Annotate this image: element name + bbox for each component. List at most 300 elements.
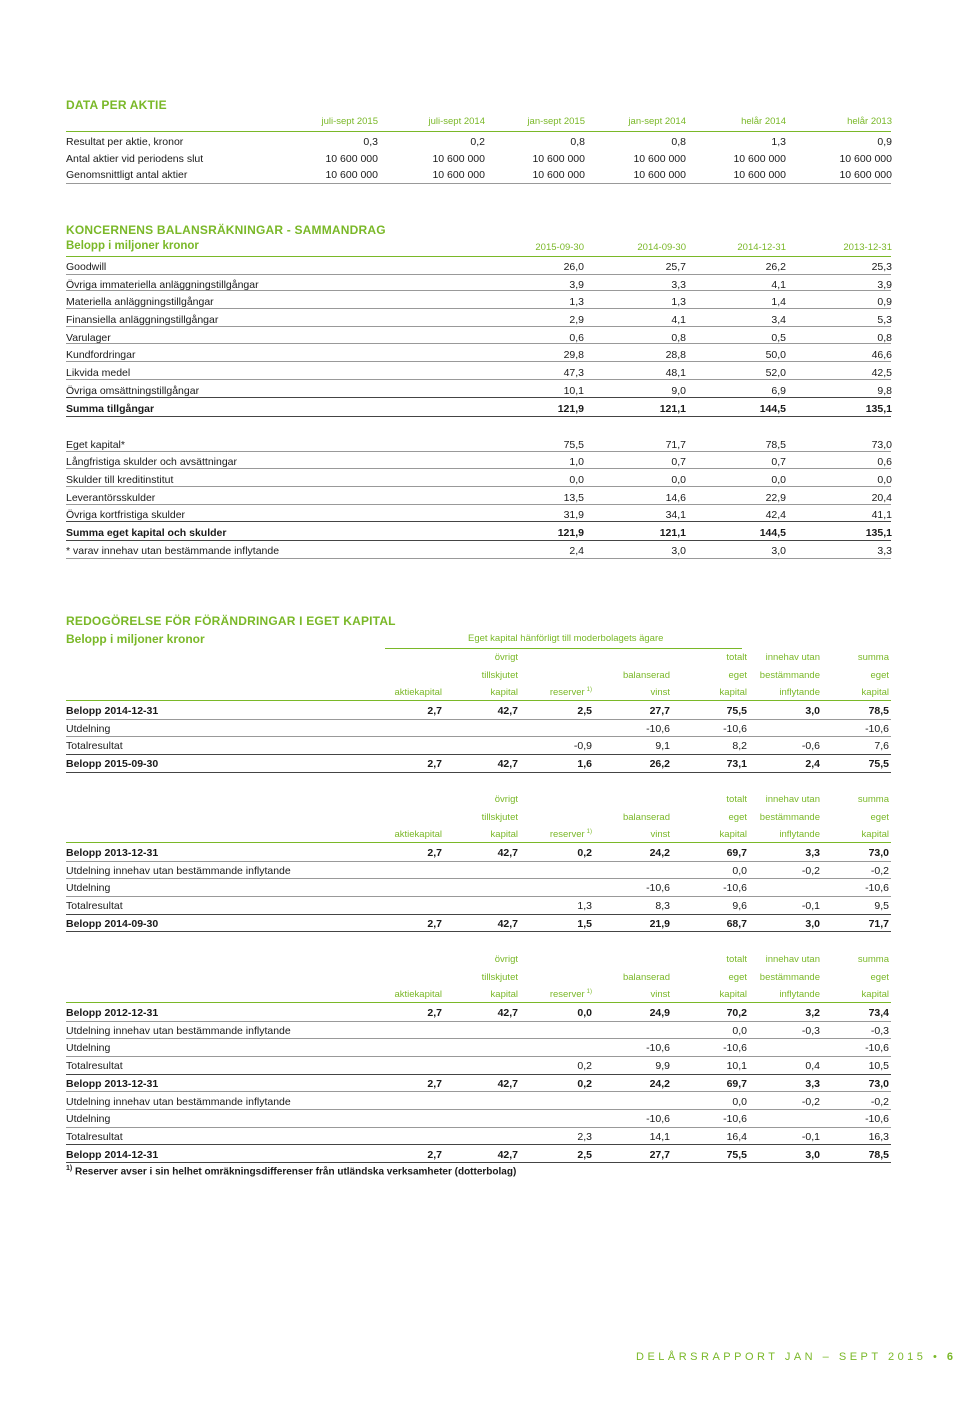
- equity-col-header: reserver $^{1)}$: [549, 989, 592, 1001]
- row-label: Resultat per aktie, kronor: [66, 136, 184, 148]
- footnote-marker: 1): [586, 829, 592, 835]
- per-share-header-rule: [66, 131, 891, 132]
- row-rule: [66, 343, 891, 344]
- table-cell: 42,7: [497, 705, 518, 717]
- table-cell: 48,1: [665, 367, 686, 379]
- table-cell: 14,1: [649, 1130, 670, 1143]
- equity-col-header: innehav utan: [765, 652, 820, 663]
- table-cell: 26,0: [563, 261, 584, 273]
- per-share-col-header: juli-sept 2015: [321, 116, 378, 127]
- equity-col-header: vinst: [650, 829, 670, 840]
- table-row: [66, 862, 892, 880]
- equity-col-header: balanserad: [622, 811, 670, 823]
- equity-col-header: summa: [857, 652, 889, 663]
- row-label: Kundfordringar: [66, 349, 136, 361]
- table-cell: 0,8: [671, 136, 686, 148]
- table-cell: 3,0: [771, 545, 786, 557]
- table-cell: -10,6: [646, 1113, 670, 1126]
- table-cell: 0,8: [671, 332, 686, 344]
- equity-col-header: tillskjutet: [481, 971, 518, 983]
- row-label: Belopp 2014-12-31: [66, 1148, 159, 1161]
- table-cell: 0,7: [771, 456, 786, 468]
- table-cell: 75,5: [726, 705, 747, 717]
- table-cell: 3,9: [877, 279, 892, 291]
- per-share-col-header: juli-sept 2014: [428, 116, 485, 127]
- table-cell: 3,3: [877, 545, 892, 557]
- table-cell: 10 600 000: [432, 152, 485, 165]
- balance-col-header: 2014-09-30: [637, 242, 686, 253]
- equity-col-header: tillskjutet: [481, 669, 518, 681]
- row-label: Summa eget kapital och skulder: [66, 527, 227, 539]
- table-cell: -0,9: [573, 740, 592, 753]
- table-row: [66, 1146, 892, 1164]
- table-cell: 3,3: [805, 847, 820, 859]
- row-label: Finansiella anläggningstillgångar: [66, 314, 219, 326]
- row-label: Skulder till kreditinstitut: [66, 474, 174, 486]
- equity-subtitle: Belopp i miljoner kronor: [66, 632, 205, 646]
- balance-col-header: 2015-09-30: [535, 242, 584, 253]
- equity-col-header: kapital: [719, 687, 747, 698]
- table-row: [66, 915, 892, 933]
- table-cell: 10 600 000: [839, 152, 892, 165]
- row-label: Utdelning: [66, 882, 111, 895]
- table-cell: 3,0: [805, 1148, 820, 1161]
- row-label: Övriga immateriella anläggningstillgångar: [66, 279, 259, 291]
- footnote-marker: 1): [586, 687, 592, 693]
- table-cell: 10,1: [563, 385, 584, 397]
- per-share-col-header: helår 2014: [741, 116, 786, 127]
- equity-col-header: inflytande: [779, 989, 820, 1000]
- table-cell: 3,3: [671, 279, 686, 291]
- table-cell: 69,7: [726, 847, 747, 859]
- table-cell: 0,8: [570, 136, 585, 148]
- table-cell: 9,9: [655, 1060, 670, 1073]
- table-cell: 0,6: [877, 456, 892, 468]
- table-cell: -10,6: [865, 722, 889, 735]
- table-cell: -10,6: [646, 1042, 670, 1055]
- table-row: [66, 897, 892, 915]
- table-cell: 71,7: [665, 439, 686, 451]
- table-cell: 10,1: [726, 1060, 747, 1073]
- table-cell: -10,6: [723, 882, 747, 895]
- table-cell: -0,1: [801, 900, 820, 913]
- table-cell: 0,3: [363, 136, 378, 148]
- table-cell: 9,0: [671, 385, 686, 397]
- equity-col-header: bestämmande: [759, 669, 820, 681]
- equity-col-header: kapital: [719, 989, 747, 1000]
- table-row: [66, 879, 892, 897]
- footnote: [66, 1165, 516, 1177]
- footer-bullet: •: [932, 1351, 941, 1363]
- table-cell: 8,2: [732, 740, 747, 753]
- table-row: [66, 1128, 892, 1146]
- per-share-col-header: jan-sept 2014: [628, 116, 686, 127]
- footer-text: DELÅRSRAPPORT JAN – SEPT 2015: [636, 1351, 927, 1363]
- table-cell: 0,8: [877, 332, 892, 344]
- table-cell: 1,5: [577, 917, 592, 930]
- table-cell: 10 600 000: [325, 169, 378, 181]
- table-cell: 2,7: [427, 1007, 442, 1019]
- table-cell: 78,5: [868, 1148, 889, 1161]
- table-cell: 135,1: [865, 527, 892, 539]
- table-cell: 50,0: [765, 349, 786, 361]
- table-cell: 2,7: [427, 847, 442, 859]
- table-cell: 9,1: [655, 740, 670, 753]
- table-cell: 2,4: [805, 758, 820, 771]
- row-label: Eget kapital*: [66, 439, 125, 451]
- table-cell: -0,1: [801, 1130, 820, 1143]
- row-label: Genomsnittligt antal aktier: [66, 169, 188, 181]
- balance-subtitle: Belopp i miljoner kronor: [66, 240, 199, 252]
- table-cell: 0,0: [877, 474, 892, 486]
- table-cell: 8,3: [655, 900, 670, 913]
- table-cell: 1,6: [577, 758, 592, 771]
- table-cell: 27,7: [649, 705, 670, 717]
- table-cell: -10,6: [723, 722, 747, 735]
- table-cell: 2,7: [427, 705, 442, 717]
- table-cell: 0,0: [771, 474, 786, 486]
- equity-col-header: eget: [728, 811, 747, 823]
- row-rule: [66, 416, 891, 417]
- footnote-text: Reserver avser i sin helhet omräkningsdifferenser från utländska verksamheter (dotterbolag): [75, 1166, 517, 1178]
- balance-header-rule: [66, 256, 891, 257]
- row-label: Belopp 2012-12-31: [66, 1007, 159, 1019]
- equity-col-header: eget: [870, 669, 889, 681]
- row-label: Totalresultat: [66, 1130, 123, 1143]
- table-cell: 3,2: [805, 1007, 820, 1019]
- table-cell: 0,2: [577, 1077, 592, 1090]
- equity-col-header: vinst: [650, 687, 670, 698]
- table-cell: 68,7: [726, 917, 747, 930]
- balance-col-header: 2014-12-31: [737, 242, 786, 253]
- table-cell: 2,7: [427, 758, 442, 771]
- table-cell: 2,4: [569, 545, 584, 557]
- row-label: Totalresultat: [66, 740, 123, 753]
- table-cell: 75,5: [868, 758, 889, 771]
- equity-col-header: balanserad: [622, 971, 670, 983]
- table-cell: 7,6: [874, 740, 889, 753]
- table-cell: 2,7: [427, 917, 442, 930]
- table-cell: 42,7: [497, 847, 518, 859]
- equity-col-header: kapital: [490, 989, 518, 1000]
- equity-col-header: kapital: [490, 687, 518, 698]
- table-cell: 0,0: [671, 474, 686, 486]
- table-cell: -0,2: [801, 1095, 820, 1108]
- equity-col-header: vinst: [650, 989, 670, 1000]
- table-cell: 0,0: [732, 1095, 747, 1108]
- row-rule: [66, 540, 891, 541]
- row-label: Utdelning: [66, 1113, 111, 1126]
- row-label: Utdelning innehav utan bestämmande inflytande: [66, 1024, 291, 1037]
- table-cell: 2,9: [569, 314, 584, 326]
- table-cell: -0,2: [801, 864, 820, 877]
- table-cell: 9,5: [874, 900, 889, 913]
- table-row: [66, 737, 892, 755]
- table-cell: 1,3: [671, 296, 686, 308]
- table-cell: 0,5: [771, 332, 786, 344]
- table-cell: 24,9: [649, 1007, 670, 1019]
- table-cell: 2,7: [427, 1077, 442, 1090]
- equity-col-header: totalt: [726, 794, 747, 805]
- table-cell: 121,9: [557, 403, 584, 415]
- row-label: Övriga kortfristiga skulder: [66, 509, 186, 521]
- equity-col-header: aktiekapital: [394, 687, 442, 698]
- table-cell: -0,3: [801, 1024, 820, 1037]
- table-cell: 69,7: [726, 1077, 747, 1090]
- table-cell: 1,3: [577, 900, 592, 913]
- table-cell: 0,0: [732, 1024, 747, 1037]
- table-row: [66, 1093, 892, 1111]
- footnote-marker: 1): [66, 1165, 73, 1172]
- table-cell: -10,6: [646, 882, 670, 895]
- table-row: [66, 1022, 892, 1040]
- row-rule: [66, 290, 891, 291]
- equity-col-header: eget: [870, 971, 889, 983]
- table-cell: -0,2: [870, 864, 889, 877]
- row-label: Utdelning innehav utan bestämmande inflytande: [66, 864, 291, 877]
- table-cell: 78,5: [868, 705, 889, 717]
- table-cell: 0,2: [577, 1060, 592, 1073]
- per-share-col-header: helår 2013: [847, 116, 892, 127]
- table-cell: 9,6: [732, 900, 747, 913]
- row-label: * varav innehav utan bestämmande inflytande: [66, 545, 280, 557]
- equity-col-header: kapital: [861, 829, 889, 840]
- table-cell: 13,5: [563, 492, 584, 504]
- table-cell: 75,5: [563, 439, 584, 451]
- equity-col-header: reserver $^{1)}$: [549, 829, 592, 841]
- table-cell: 70,2: [726, 1007, 747, 1019]
- row-rule: [66, 521, 891, 522]
- table-row: [66, 329, 892, 347]
- row-label: Belopp 2015-09-30: [66, 758, 159, 771]
- table-cell: 135,1: [865, 403, 892, 415]
- equity-col-header: aktiekapital: [394, 829, 442, 840]
- table-cell: 121,9: [557, 527, 584, 539]
- table-cell: 42,7: [497, 1148, 518, 1161]
- table-cell: 4,1: [771, 279, 786, 291]
- equity-col-header: övrigt: [494, 652, 518, 663]
- equity-col-header: bestämmande: [759, 811, 820, 823]
- table-cell: 0,0: [732, 864, 747, 877]
- table-cell: -0,6: [801, 740, 820, 753]
- table-cell: 52,0: [765, 367, 786, 379]
- balance-title: KONCERNENS BALANSRÄKNINGAR - SAMMANDRAG: [66, 223, 386, 237]
- table-cell: 4,1: [671, 314, 686, 326]
- table-cell: 2,5: [577, 705, 592, 717]
- row-rule: [66, 451, 891, 452]
- table-cell: 3,0: [805, 917, 820, 930]
- equity-col-header: inflytande: [779, 829, 820, 840]
- table-cell: 3,4: [771, 314, 786, 326]
- table-cell: -10,6: [865, 882, 889, 895]
- table-row: [66, 1075, 892, 1093]
- table-cell: 3,3: [805, 1077, 820, 1090]
- table-cell: 10 600 000: [432, 169, 485, 181]
- table-cell: 3,0: [671, 545, 686, 557]
- row-label: Belopp 2014-09-30: [66, 917, 159, 930]
- equity-col-header: kapital: [490, 829, 518, 840]
- table-cell: 21,9: [649, 917, 670, 930]
- table-cell: 28,8: [665, 349, 686, 361]
- balance-col-header: 2013-12-31: [843, 242, 892, 253]
- equity-col-header: kapital: [719, 829, 747, 840]
- table-row: [66, 1110, 892, 1128]
- row-rule: [66, 1162, 891, 1163]
- table-cell: 2,5: [577, 1148, 592, 1161]
- per-share-title: DATA PER AKTIE: [66, 98, 167, 112]
- per-share-col-header: jan-sept 2015: [527, 116, 585, 127]
- equity-header-rule: [66, 842, 891, 843]
- table-cell: 73,0: [868, 1077, 889, 1090]
- table-cell: 14,6: [665, 492, 686, 504]
- row-rule: [66, 326, 891, 327]
- table-cell: 3,9: [569, 279, 584, 291]
- table-cell: 78,5: [765, 439, 786, 451]
- row-rule: [66, 308, 891, 309]
- table-cell: 73,1: [726, 758, 747, 771]
- row-rule: [66, 558, 891, 559]
- equity-col-header: eget: [870, 811, 889, 823]
- table-cell: 16,3: [868, 1130, 889, 1143]
- row-label: Långfristiga skulder och avsättningar: [66, 456, 238, 468]
- equity-col-header: reserver $^{1)}$: [549, 687, 592, 699]
- equity-col-header: inflytande: [779, 687, 820, 698]
- row-rule: [66, 361, 891, 362]
- table-row: [66, 844, 892, 862]
- table-cell: -10,6: [646, 722, 670, 735]
- table-row: [66, 755, 892, 773]
- row-rule: [66, 379, 891, 380]
- row-label: Totalresultat: [66, 1060, 123, 1073]
- table-cell: 71,7: [868, 917, 889, 930]
- per-share-bottom-rule: [66, 183, 891, 184]
- equity-col-header: kapital: [861, 687, 889, 698]
- table-row: [66, 150, 892, 168]
- row-rule: [66, 397, 891, 398]
- table-cell: 0,0: [577, 1007, 592, 1019]
- table-cell: -0,2: [870, 1095, 889, 1108]
- table-cell: 24,2: [649, 847, 670, 859]
- table-cell: 75,5: [726, 1148, 747, 1161]
- table-cell: 0,0: [569, 474, 584, 486]
- row-label: Likvida medel: [66, 367, 131, 379]
- table-cell: 41,1: [871, 509, 892, 521]
- row-label: Materiella anläggningstillgångar: [66, 296, 214, 308]
- table-cell: 1,0: [569, 456, 584, 468]
- table-cell: -10,6: [865, 1042, 889, 1055]
- table-row: [66, 166, 892, 184]
- table-cell: 42,7: [497, 1077, 518, 1090]
- table-cell: 20,4: [871, 492, 892, 504]
- table-cell: 0,4: [805, 1060, 820, 1073]
- row-rule: [66, 504, 891, 505]
- page-footer: [636, 1351, 953, 1363]
- table-cell: 34,1: [665, 509, 686, 521]
- row-rule: [66, 468, 891, 469]
- table-cell: 24,2: [649, 1077, 670, 1090]
- row-label: Övriga omsättningstillgångar: [66, 385, 200, 397]
- table-cell: 0,6: [569, 332, 584, 344]
- table-cell: 0,9: [877, 296, 892, 308]
- equity-col-header: övrigt: [494, 954, 518, 965]
- table-cell: 26,2: [649, 758, 670, 771]
- row-label: Antal aktier vid periodens slut: [66, 152, 204, 165]
- table-cell: 26,2: [765, 261, 786, 273]
- table-cell: 73,0: [868, 847, 889, 859]
- table-cell: 0,9: [877, 136, 892, 148]
- equity-group-header: Eget kapital hänförligt till moderbolagets ägare: [468, 633, 664, 644]
- table-cell: 42,7: [497, 917, 518, 930]
- table-cell: 10 600 000: [733, 152, 786, 165]
- table-row: [66, 276, 892, 294]
- table-cell: 10 600 000: [532, 169, 585, 181]
- table-cell: 121,1: [659, 527, 686, 539]
- equity-col-header: övrigt: [494, 794, 518, 805]
- table-cell: 25,7: [665, 261, 686, 273]
- table-cell: 25,3: [871, 261, 892, 273]
- equity-col-header: totalt: [726, 954, 747, 965]
- table-cell: 5,3: [877, 314, 892, 326]
- equity-title: REDOGÖRELSE FÖR FÖRÄNDRINGAR I EGET KAPITAL: [66, 614, 396, 628]
- table-row: [66, 1039, 892, 1057]
- row-label: Belopp 2014-12-31: [66, 705, 159, 717]
- row-label: Leverantörsskulder: [66, 492, 156, 504]
- table-cell: 2,3: [577, 1130, 592, 1143]
- equity-col-header: innehav utan: [765, 954, 820, 965]
- row-rule: [66, 486, 891, 487]
- equity-col-header: totalt: [726, 652, 747, 663]
- row-rule: [66, 772, 891, 773]
- table-cell: 2,7: [427, 1148, 442, 1161]
- table-cell: 10 600 000: [733, 169, 786, 181]
- table-cell: 10,5: [868, 1060, 889, 1073]
- table-cell: 10 600 000: [532, 152, 585, 165]
- row-label: Totalresultat: [66, 900, 123, 913]
- table-cell: 144,5: [759, 403, 786, 415]
- table-cell: -10,6: [865, 1113, 889, 1126]
- row-label: Goodwill: [66, 261, 107, 273]
- table-cell: 22,9: [765, 492, 786, 504]
- table-cell: 10 600 000: [633, 152, 686, 165]
- table-cell: 1,4: [771, 296, 786, 308]
- table-cell: 9,8: [877, 385, 892, 397]
- table-cell: 10 600 000: [839, 169, 892, 181]
- table-cell: 42,5: [871, 367, 892, 379]
- equity-col-header: eget: [728, 669, 747, 681]
- row-label: Utdelning: [66, 1042, 111, 1055]
- table-cell: 42,4: [765, 509, 786, 521]
- table-cell: 27,7: [649, 1148, 670, 1161]
- table-cell: 0,2: [577, 847, 592, 859]
- table-cell: 73,4: [868, 1007, 889, 1019]
- equity-col-header: summa: [857, 794, 889, 805]
- table-cell: -10,6: [723, 1113, 747, 1126]
- table-cell: 0,2: [470, 136, 485, 148]
- table-row: [66, 1004, 892, 1022]
- table-cell: 6,9: [771, 385, 786, 397]
- table-cell: 10 600 000: [325, 152, 378, 165]
- row-label: Utdelning: [66, 722, 111, 735]
- row-rule: [66, 931, 891, 932]
- row-label: Varulager: [66, 332, 111, 344]
- table-cell: 31,9: [563, 509, 584, 521]
- equity-col-header: tillskjutet: [481, 811, 518, 823]
- table-cell: -10,6: [723, 1042, 747, 1055]
- table-cell: 42,7: [497, 1007, 518, 1019]
- table-row: [66, 1057, 892, 1075]
- table-row: [66, 133, 892, 151]
- table-cell: 46,6: [871, 349, 892, 361]
